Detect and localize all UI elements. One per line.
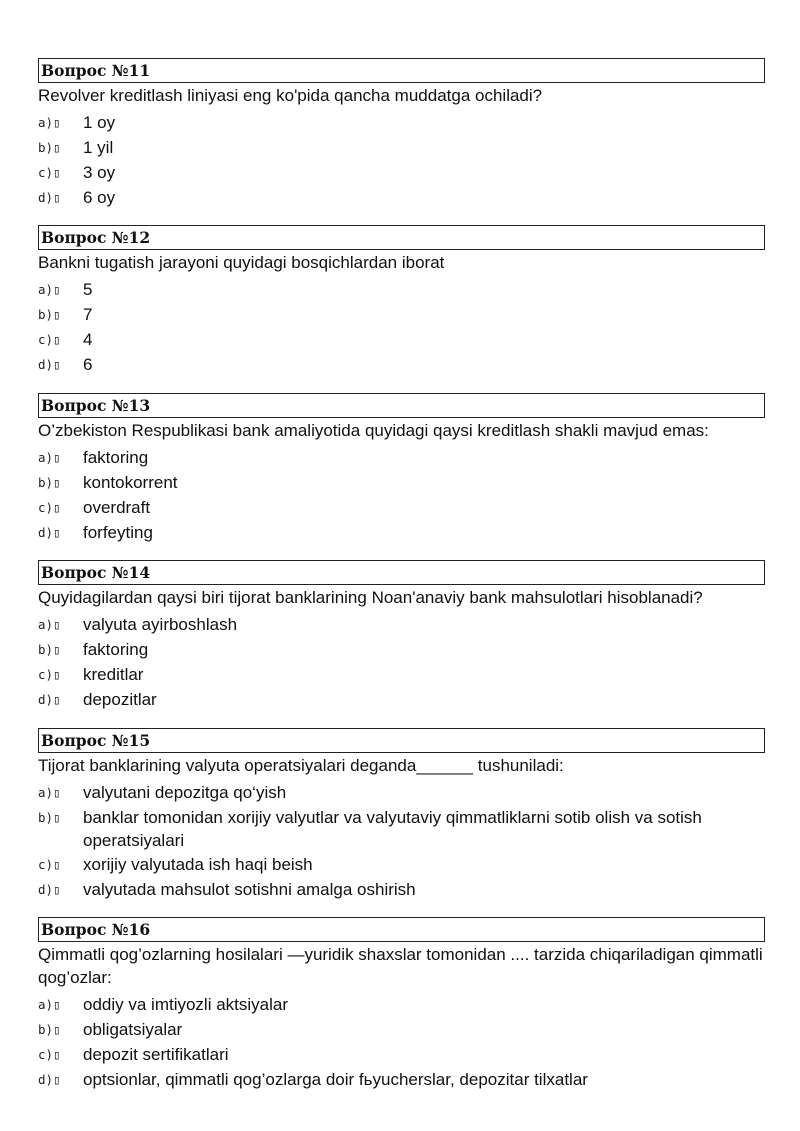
question-text: Revolver kreditlash liniyasi eng ko'pida qancha muddatga ochiladi? — [38, 86, 543, 105]
answer-option-d[interactable] — [38, 520, 765, 545]
option-text: 3 oy — [83, 163, 116, 182]
question-header: Вопрос №12 — [38, 225, 765, 250]
question-header: Вопрос №16 — [38, 917, 765, 942]
option-marker: d)▯ — [38, 357, 61, 372]
answer-option-a[interactable] — [38, 277, 765, 302]
option-text: valyutani depozitga qo‘yish — [83, 783, 287, 802]
answer-options — [38, 612, 765, 712]
option-marker: d)▯ — [38, 882, 61, 897]
answer-option-b[interactable] — [38, 470, 765, 495]
option-text: optsionlar, qimmatli qog’ozlarga doir fьyucherslar, depozitar tilxatlar — [83, 1070, 588, 1089]
answer-option-c[interactable] — [38, 327, 765, 352]
question-header: Вопрос №11 — [38, 58, 765, 83]
question-12 — [38, 225, 765, 377]
answer-options — [38, 277, 765, 377]
question-11 — [38, 58, 765, 210]
question-text: O’zbekiston Respublikasi bank amaliyotida quyidagi qaysi kreditlash shakli mavjud emas: — [38, 421, 709, 440]
option-marker: a)▯ — [38, 115, 61, 130]
question-text: Bankni tugatish jarayoni quyidagi bosqichlardan iborat — [38, 253, 445, 272]
option-text: 1 yil — [83, 138, 114, 157]
answer-options — [38, 445, 765, 545]
answer-option-c[interactable] — [38, 852, 765, 877]
option-text: kreditlar — [83, 665, 144, 684]
answer-option-a[interactable] — [38, 780, 765, 805]
answer-option-b[interactable] — [38, 1017, 765, 1042]
question-15 — [38, 728, 765, 902]
option-marker: b)▯ — [38, 810, 61, 825]
option-text: 7 — [83, 305, 93, 324]
option-text: kontokorrent — [83, 473, 178, 492]
question-text: Tijorat banklarining valyuta operatsiyalari deganda______ tushuniladi: — [38, 756, 564, 775]
option-marker: b)▯ — [38, 475, 61, 490]
answer-options — [38, 780, 765, 902]
option-marker: a)▯ — [38, 617, 61, 632]
option-marker: a)▯ — [38, 997, 61, 1012]
question-text: Quyidagilardan qaysi biri tijorat banklarining Noan'anaviy bank mahsulotlari hisoblanadi? — [38, 588, 703, 607]
answer-option-c[interactable] — [38, 662, 765, 687]
answer-option-b[interactable] — [38, 805, 765, 852]
answer-option-a[interactable] — [38, 612, 765, 637]
answer-option-a[interactable] — [38, 445, 765, 470]
answer-options — [38, 992, 765, 1092]
option-text: oddiy va imtiyozli aktsiyalar — [83, 995, 289, 1014]
question-text: Qimmatli qog’ozlarning hosilalari —yuridik shaxslar tomonidan .... tarzida chiqariladigan qimmatli qog’ozlar: — [38, 945, 768, 987]
option-text: faktoring — [83, 640, 149, 659]
question-header: Вопрос №13 — [38, 393, 765, 418]
question-14 — [38, 560, 765, 712]
answer-option-c[interactable] — [38, 1042, 765, 1067]
answer-option-d[interactable] — [38, 185, 765, 210]
option-marker: c)▯ — [38, 1047, 61, 1062]
answer-option-a[interactable] — [38, 992, 765, 1017]
option-marker: d)▯ — [38, 525, 61, 540]
option-text: valyutada mahsulot sotishni amalga oshirish — [83, 880, 416, 899]
question-header: Вопрос №14 — [38, 560, 765, 585]
answer-option-b[interactable] — [38, 637, 765, 662]
answer-option-a[interactable] — [38, 110, 765, 135]
option-text: xorijiy valyutada ish haqi beish — [83, 855, 313, 874]
option-marker: c)▯ — [38, 500, 61, 515]
option-text: depozitlar — [83, 690, 157, 709]
answer-options — [38, 110, 765, 210]
option-marker: c)▯ — [38, 667, 61, 682]
option-text: 5 — [83, 280, 93, 299]
option-marker: a)▯ — [38, 282, 61, 297]
question-13 — [38, 393, 765, 545]
option-marker: c)▯ — [38, 857, 61, 872]
option-marker: b)▯ — [38, 1022, 61, 1037]
option-marker: d)▯ — [38, 1072, 61, 1087]
option-text: depozit sertifikatlari — [83, 1045, 229, 1064]
answer-option-b[interactable] — [38, 135, 765, 160]
option-text: 4 — [83, 330, 93, 349]
option-text: overdraft — [83, 498, 151, 517]
option-text: 6 oy — [83, 188, 116, 207]
question-16 — [38, 917, 768, 1092]
option-marker: b)▯ — [38, 642, 61, 657]
option-text: forfeyting — [83, 523, 153, 542]
option-marker: c)▯ — [38, 165, 61, 180]
option-text: faktoring — [83, 448, 149, 467]
option-text: banklar tomonidan xorijiy valyutlar va valyutaviy qimmatliklarni sotib olish va sotish operatsiyalari — [83, 808, 702, 850]
answer-option-d[interactable] — [38, 1067, 765, 1092]
answer-option-c[interactable] — [38, 160, 765, 185]
option-marker: b)▯ — [38, 140, 61, 155]
answer-option-d[interactable] — [38, 687, 765, 712]
answer-option-b[interactable] — [38, 302, 765, 327]
option-text: 1 oy — [83, 113, 116, 132]
question-header: Вопрос №15 — [38, 728, 765, 753]
answer-option-d[interactable] — [38, 352, 765, 377]
option-marker: d)▯ — [38, 190, 61, 205]
option-text: 6 — [83, 355, 93, 374]
answer-option-d[interactable] — [38, 877, 765, 902]
option-marker: b)▯ — [38, 307, 61, 322]
option-text: valyuta ayirboshlash — [83, 615, 238, 634]
option-text: obligatsiyalar — [83, 1020, 183, 1039]
answer-option-c[interactable] — [38, 495, 765, 520]
option-marker: c)▯ — [38, 332, 61, 347]
option-marker: a)▯ — [38, 785, 61, 800]
option-marker: a)▯ — [38, 450, 61, 465]
option-marker: d)▯ — [38, 692, 61, 707]
